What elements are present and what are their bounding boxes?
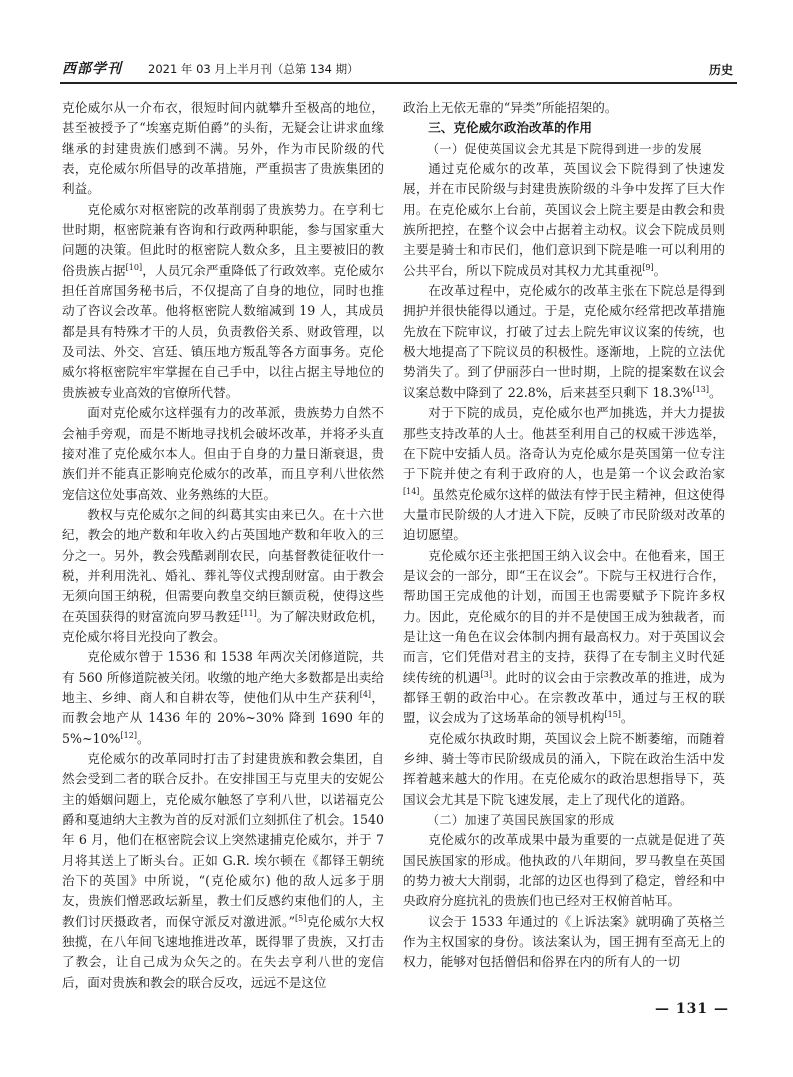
paragraph-text: 克伦威尔对枢密院的改革削弱了贵族势力。在亨利七世时期，枢密院兼有咨询和行政两种职能，参与国家重大问题的决策。但此时的枢密院人数众多，且主要被旧的教俗贵族占据 bbox=[62, 201, 384, 278]
right-column bbox=[403, 98, 725, 973]
body-paragraph bbox=[62, 403, 384, 505]
citation-ref: [13] bbox=[692, 384, 709, 394]
paragraph-text: 。 bbox=[620, 710, 634, 726]
paragraph-text: 面对克伦威尔这样强有力的改革派，贵族势力自然不会袖手旁观，而是不断地寻找机会破坏改革，并将矛头直接对准了克伦威尔本人。但由于自身的力量日渐衰退，贵族们并不能真正影响克伦威尔的改革，而且亨利八世依然宠信这位处事高效、业务熟练的大臣。 bbox=[62, 405, 384, 502]
paragraph-text: 。为了解决财政危机，克伦威尔将目光投向了教会。 bbox=[62, 608, 385, 644]
body-paragraph bbox=[403, 830, 725, 911]
citation-ref: [14] bbox=[403, 486, 420, 496]
paragraph-text: 对于下院的成员，克伦威尔也严加挑选，并大力提拔那些支持改革的人士。他甚至利用自己的权威干涉选举，在下院中安插人员。洛奇认为克伦威尔是英国第一位专注于下院并使之有利于政府的人，也是第一个议会政治家 bbox=[403, 405, 725, 482]
paragraph-text: 克伦威尔还主张把国王纳入议会中。在他看来，国王是议会的一部分，即“王在议会”。下院与王权进行合作，帮助国王完成他的计划，而国王也需要赋予下院许多权力。因此，克伦威尔的目的并不是使国王成为独裁者，而是让这一角色在议会体制内拥有最高权力。对于英国议会而言，它们凭借对君主的支持，获得了在专制主义时代延续传统的机遇 bbox=[403, 547, 725, 685]
paragraph-text: 。 bbox=[653, 262, 667, 278]
body-paragraph bbox=[403, 729, 725, 810]
citation-ref: [12] bbox=[120, 730, 137, 740]
section-name: 历史 bbox=[708, 63, 733, 77]
paragraph-text: 。虽然克伦威尔这样的做法有悖于民主精神，但这使得大量市民阶级的人才进入下院，反映了市民阶级对改革的迫切愿望。 bbox=[403, 486, 725, 543]
paragraph-text: 通过克伦威尔的改革，英国议会下院得到了快速发展，并在市民阶级与封建贵族阶级的斗争中发挥了巨大作用。在克伦威尔上台前，英国议会上院主要是由教会和贵族所把控，在整个议会中占据着主动权。议会下院成员则主要是骑士和市民们，他们意识到下院是唯一可以利用的公共平台，所以下院成员对其权力尤其重视 bbox=[403, 161, 725, 278]
citation-ref: [11] bbox=[240, 608, 257, 618]
paragraph-text: 教权与克伦威尔之间的纠葛其实由来已久。在十六世纪，教会的地产数和年收入约占英国地产数和年收入的三分之一。另外，教会残酷剥削农民，向基督教徒征收什一税，并利用洗礼、婚礼、葬礼等仪式搜刮财富。由于教会无须向国王纳税，但需要向教皇交纳巨额贡税，使得这些在英国获得的财富流向罗马教廷 bbox=[62, 506, 384, 624]
body-paragraph bbox=[62, 505, 384, 647]
body-paragraph bbox=[62, 200, 384, 403]
paragraph-text: 克伦威尔的改革成果中最为重要的一点就是促进了英国民族国家的形成。他执政的八年期间，罗马教皇在英国的势力被大大削弱，北部的边区也得到了稳定，曾经和中央政府分庭抗礼的贵族们也已经对王权俯首帖耳。 bbox=[403, 832, 725, 909]
page-number: — 131 — bbox=[655, 1001, 729, 1017]
left-column bbox=[62, 98, 384, 993]
subsection-heading: （一）促使英国议会尤其是下院得到进一步的发展 bbox=[427, 141, 703, 156]
running-header bbox=[60, 56, 737, 84]
citation-ref: [3] bbox=[480, 669, 493, 679]
body-paragraph bbox=[403, 912, 725, 973]
paragraph-text: 议会于 1533 年通过的《上诉法案》就明确了英格兰作为主权国家的身份。该法案认为，国王拥有至高无上的权力，能够对包括僧侣和俗界在内的所有人的一切 bbox=[403, 913, 725, 970]
paragraph-text: ，而教会地产从 1436 年的 20%~30% 降到 1690 年的 5%~10% bbox=[62, 689, 385, 746]
paragraph-text: 克伦威尔曾于 1536 和 1538 年两次关闭修道院，共有 560 所修道院被关闭。收缴的地产绝大多数都是出卖给地主、乡绅、商人和自耕农等，使他们从中生产获利 bbox=[62, 649, 384, 705]
body-paragraph bbox=[403, 159, 725, 281]
citation-ref: [5] bbox=[295, 913, 307, 923]
paragraph-text: 克伦威尔大权独揽，在八年间飞速地推进改革，既得罪了贵族，又打击了教会，让自己成为众矢之的。在失去亨利八世的宠信后，面对贵族和教会的联合反攻，远远不是这位 bbox=[62, 913, 385, 990]
paragraph-text: 克伦威尔执政时期，英国议会上院不断萎缩，而随着乡绅、骑士等市民阶级成员的涌入，下院在政治生活中发挥着越来越大的作用。在克伦威尔的政治思想指导下，英国议会尤其是下院飞速发展，走上了现代化的道路。 bbox=[403, 730, 725, 807]
citation-ref: [4] bbox=[359, 689, 372, 699]
body-paragraph bbox=[62, 647, 384, 749]
section-heading: 三、克伦威尔政治改革的作用 bbox=[428, 120, 592, 136]
paragraph-text: 。 bbox=[136, 730, 150, 746]
body-paragraph bbox=[62, 98, 384, 200]
body-paragraph bbox=[403, 546, 725, 729]
paragraph-text: 克伦威尔从一介布衣，很短时间内就攀升至极高的地位，甚至被授予了“埃塞克斯伯爵”的头衔，无疑会让讲求血缘继承的封建贵族们感到不满。另外，作为市民阶级的代表，克伦威尔所倡导的改革措施，严重损害了贵族集团的利益。 bbox=[62, 100, 384, 197]
body-paragraph bbox=[62, 749, 384, 993]
paragraph-text: 克伦威尔的改革同时打击了封建贵族和教会集团，自然会受到二者的联合反扑。在安排国王与克里夫的安妮公主的婚姻问题上，克伦威尔触怒了亨利八世，以诺福克公爵和戛迪纳大主教为首的反对派们立刻抓住了机会。1540 年 6 月，他们在枢密院会议上突然逮捕克伦威尔，并于 7 月将其送上了断头台。正如 G.R. 埃尔顿在《都铎王朝统治下的英国》中所说，“(克伦威尔) 他的敌人远多于朋友，贵族们憎恶政坛新星，教士们反感约束他们的人，主教们讨厌摄政者，而保守派反对激进派。” bbox=[62, 751, 384, 929]
citation-ref: [15] bbox=[604, 710, 621, 720]
citation-ref: [9] bbox=[642, 262, 654, 272]
body-paragraph bbox=[403, 98, 725, 118]
paragraph-text: 。 bbox=[708, 384, 722, 400]
body-paragraph bbox=[403, 403, 725, 545]
journal-logo: 西部学刊 bbox=[62, 61, 122, 77]
paragraph-text: 在改革过程中，克伦威尔的改革主张在下院总是得到拥护并很快能得以通过。于是，克伦威尔经常把改革措施先放在下院审议，打破了过去上院先审议议案的传统，也极大地提高了下院议员的积极性。逐渐地，上院的立法优势消失了。到了伊丽莎白一世时期，上院的提案数在议会议案总数中降到了 22.8%，后来甚至只剩下 18.3% bbox=[403, 283, 725, 400]
issue-info: 2021 年 03 月上半月刊（总第 134 期） bbox=[148, 62, 359, 76]
citation-ref: [10] bbox=[125, 262, 143, 272]
subsection-heading: （二）加速了英国民族国家的形成 bbox=[427, 813, 615, 828]
paragraph-text: 政治上无依无靠的“异类”所能招架的。 bbox=[403, 100, 618, 115]
paragraph-text: 。此时的议会由于宗教改革的推进，成为都铎王朝的政治中心。在宗教改革中，通过与王权的联盟，议会成为了这场革命的领导机构 bbox=[403, 669, 726, 726]
paragraph-text: ，人员冗余严重降低了行政效率。克伦威尔担任首席国务秘书后，不仅提高了自身的地位，同时也推动了咨议会改革。他将枢密院人数缩减到 19 人，其成员都是具有特殊才干的人员，负责教俗关系、财政管理，以及司法、外交、宫廷、镇压地方叛乱等各方面事务。克伦威尔将枢密院牢牢掌握在自己手中，以往占据主导地位的贵族被专业高效的官僚所代替。 bbox=[62, 262, 385, 400]
body-paragraph bbox=[403, 281, 725, 403]
